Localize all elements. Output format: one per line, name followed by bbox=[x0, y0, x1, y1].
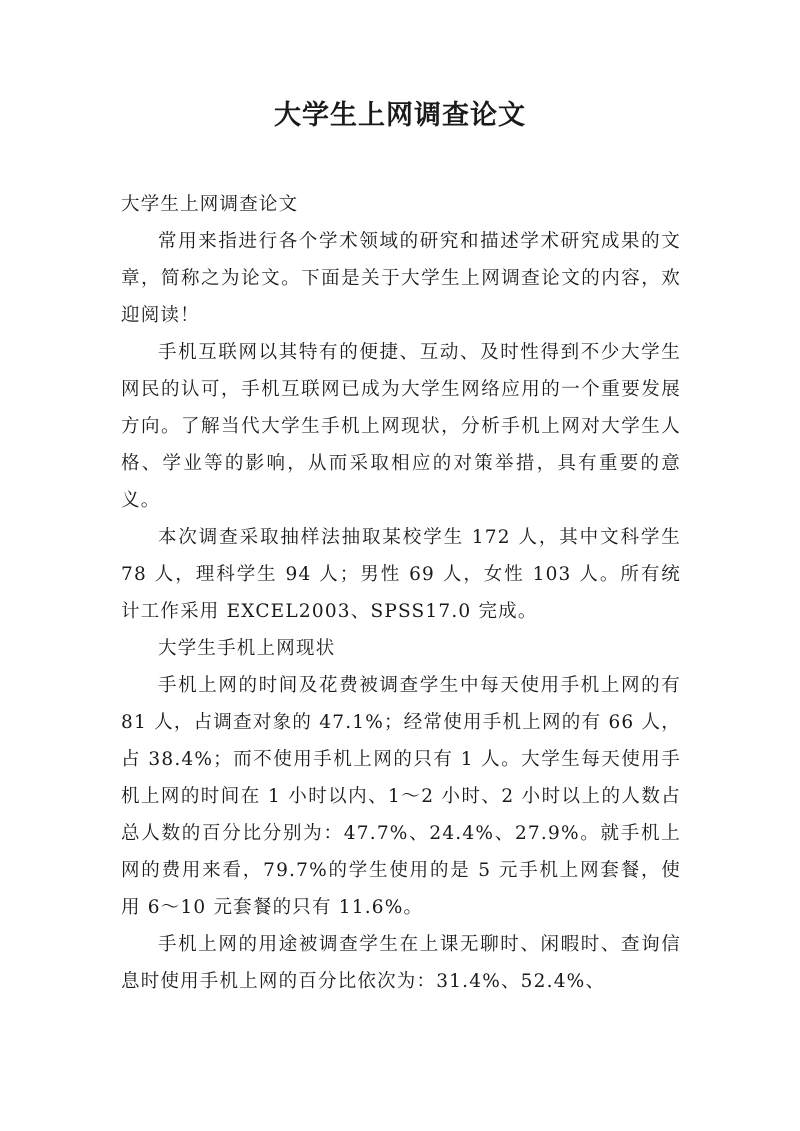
usage-time-cost-paragraph: 手机上网的时间及花费被调查学生中每天使用手机上网的有 81 人，占调查对象的 47.1%；经常使用手机上网的有 66 人，占 38.4%；而不使用手机上网的只有 1 人。大学生每天使用手机上网的时间在 1 小时以内、1～2 小时、2 小时以上的人数占总人数的百分比分别为：47.7%、24.4%、27.9%。就手机上网的费用来看，79.7%的学生使用的是 5 元手机上网套餐，使用 6～10 元套餐的只有 11.6%。 bbox=[121, 675, 681, 918]
method-paragraph: 本次调查采取抽样法抽取某校学生 172 人，其中文科学生 78 人，理科学生 94 人；男性 69 人，女性 103 人。所有统计工作采用 EXCEL2003、SPSS17.0 完成。 bbox=[121, 527, 681, 622]
background-paragraph: 手机互联网以其特有的便捷、互动、及时性得到不少大学生网民的认可，手机互联网已成为大学生网络应用的一个重要发展方向。了解当代大学生手机上网现状，分析手机上网对大学生人格、学业等的影响，从而采取相应的对策举措，具有重要的意义。 bbox=[121, 342, 681, 511]
usage-purpose-paragraph: 手机上网的用途被调查学生在上课无聊时、闲暇时、查询信息时使用手机上网的百分比依次为：31.4%、52.4%、 bbox=[121, 934, 681, 992]
intro-paragraph: 常用来指进行各个学术领域的研究和描述学术研究成果的文章，简称之为论文。下面是关于大学生上网调查论文的内容，欢迎阅读！ bbox=[121, 231, 681, 326]
document-body bbox=[121, 186, 681, 1000]
document-title: 大学生上网调查论文 bbox=[274, 100, 526, 131]
body-heading: 大学生上网调查论文 bbox=[121, 194, 299, 215]
section-heading: 大学生手机上网现状 bbox=[158, 638, 336, 659]
